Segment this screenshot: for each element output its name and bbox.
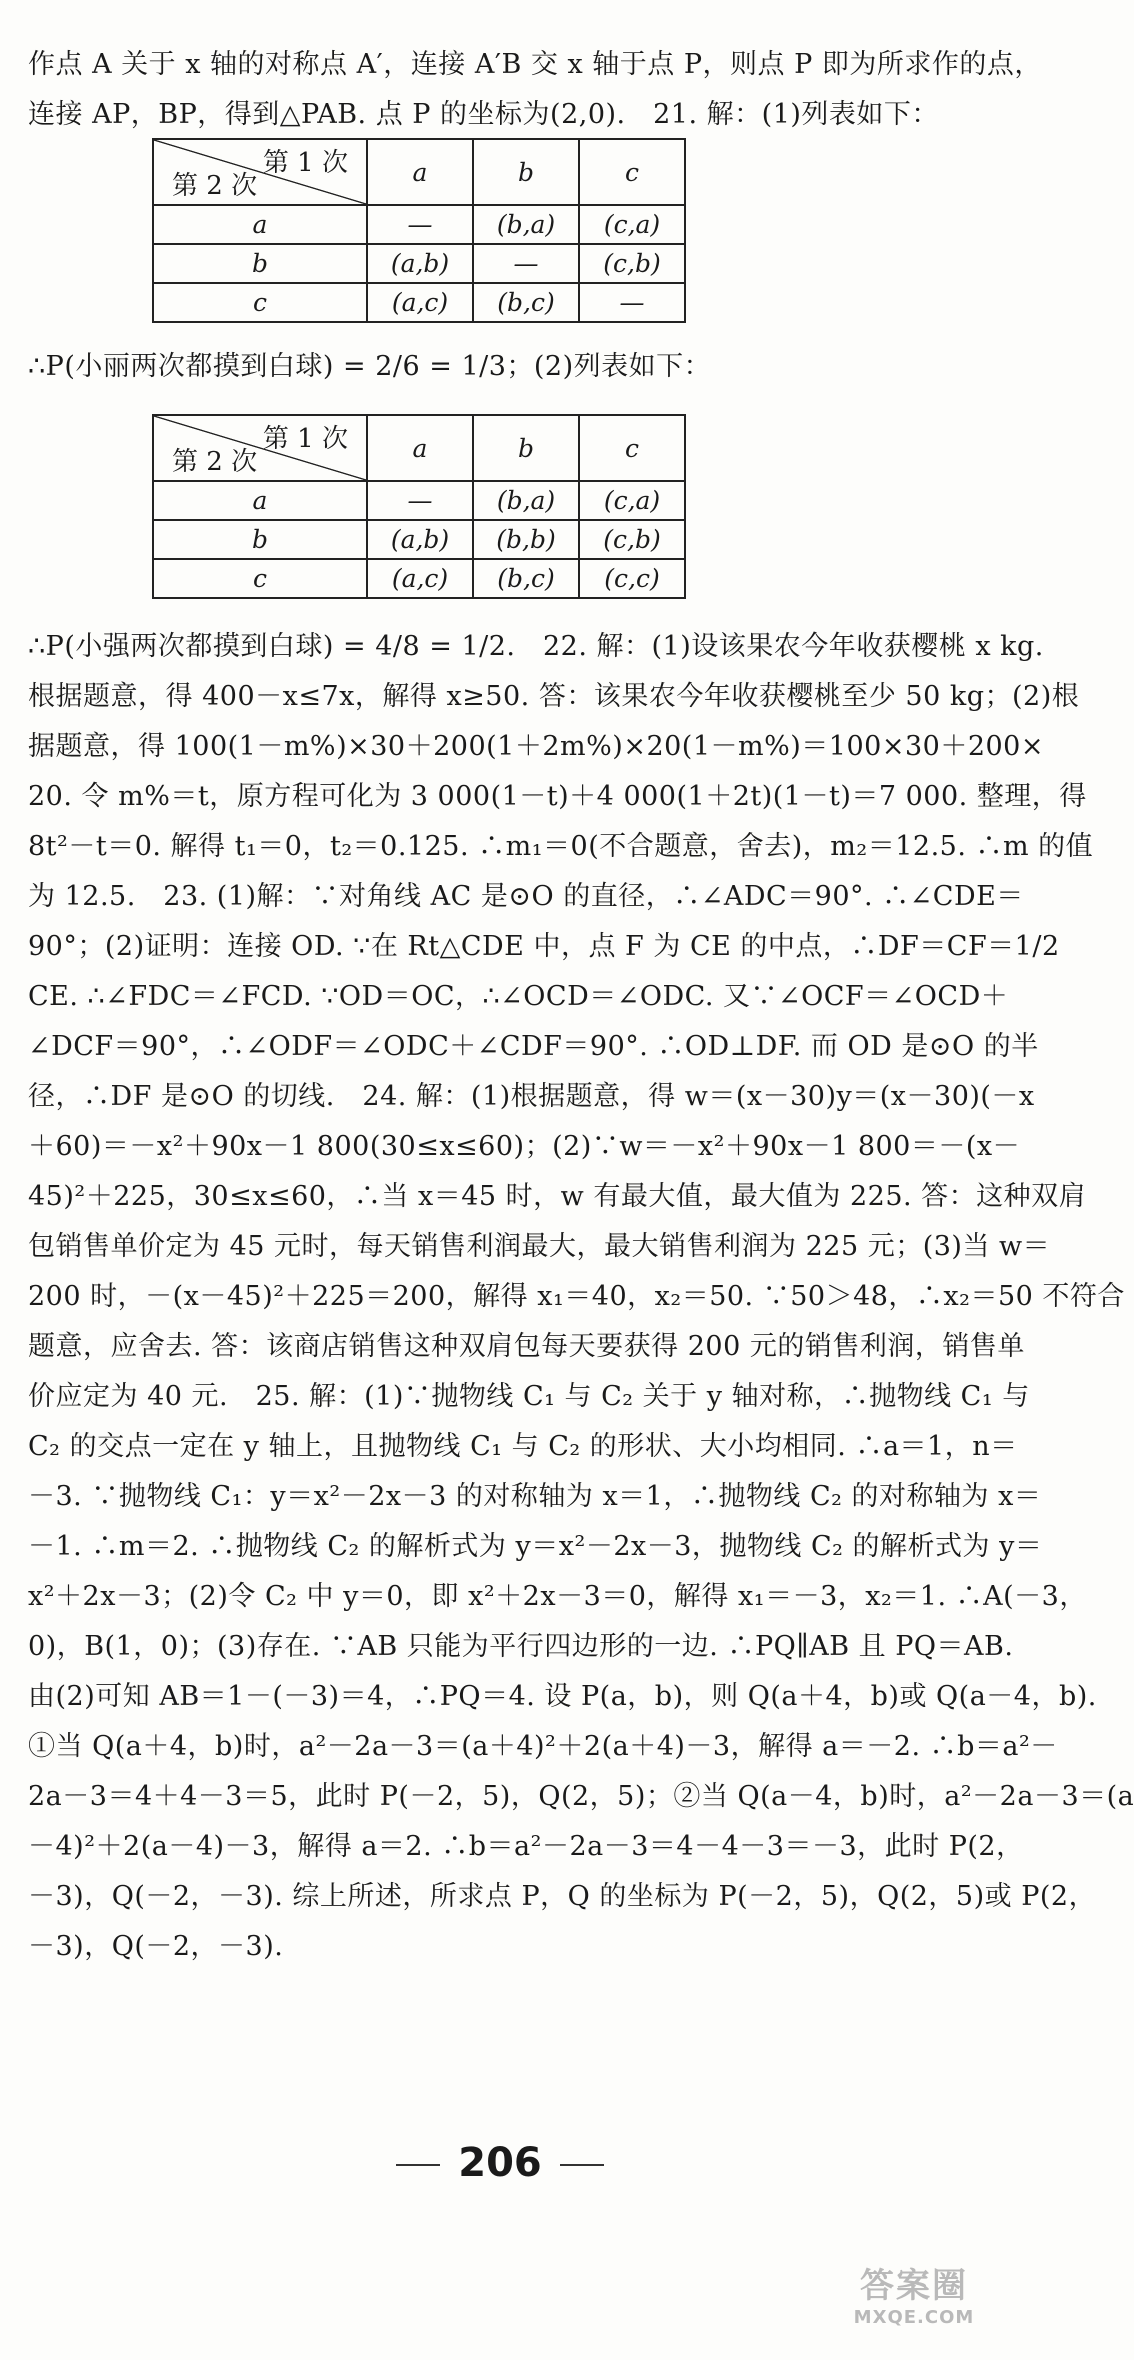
column-header: c [579, 415, 685, 481]
row-header: c [153, 559, 367, 598]
table-cell: (b,c) [473, 559, 579, 598]
column-header: a [367, 139, 473, 205]
text-line: 0)，B(1，0)；(3)存在. ∵AB 只能为平行四边形的一边. ∴PQ∥AB 且 PQ＝AB. [28, 1631, 1014, 1662]
page-number-value: 206 [458, 2140, 542, 2186]
table-1-corner-header [153, 139, 367, 205]
table-cell: (b,b) [473, 520, 579, 559]
table-row [153, 205, 685, 244]
table-cell: (c,b) [579, 244, 685, 283]
header-bottom: 第 2 次 [172, 171, 258, 201]
text-line: 20. 令 m%＝t，原方程可化为 3 000(1－t)＋4 000(1＋2t)(1－t)＝7 000. 整理，得 [28, 781, 1087, 812]
text-line: ∴P(小强两次都摸到白球) = 4/8 = 1/2. 22. 解：(1)设该果农今年收获樱桃 x kg. [28, 631, 1044, 662]
text-line: 据题意，得 100(1－m%)×30＋200(1＋2m%)×20(1－m%)＝100×30＋200× [28, 731, 1044, 762]
row-header: a [153, 205, 367, 244]
table-row [153, 520, 685, 559]
row-header: c [153, 283, 367, 322]
column-header: a [367, 415, 473, 481]
table-cell: — [579, 283, 685, 322]
text-line: 2a－3＝4＋4－3＝5，此时 P(－2，5)，Q(2，5)；②当 Q(a－4，b)时，a²－2a－3＝(a [28, 1781, 1134, 1812]
table-cell: (a,c) [367, 283, 473, 322]
text-block-2 [28, 622, 1134, 1972]
header-top: 第 1 次 [262, 148, 348, 178]
table-1 [152, 138, 686, 323]
table-cell: (a,b) [367, 520, 473, 559]
text-line: 连接 AP，BP，得到△PAB. 点 P 的坐标为(2,0). 21. 解：(1)列表如下： [28, 99, 939, 130]
text-line: ＋60)＝－x²＋90x－1 800(30≤x≤60)；(2)∵w＝－x²＋90x－1 800＝－(x－ [28, 1131, 1021, 1162]
table-cell: (a,c) [367, 559, 473, 598]
text-line: 8t²－t＝0. 解得 t₁＝0，t₂＝0.125. ∴m₁＝0(不合题意，舍去)，m₂＝12.5. ∴m 的值 [28, 831, 1094, 862]
watermark-logo-text: 答案圈 [860, 2266, 968, 2306]
column-header: b [473, 139, 579, 205]
text-line: 90°；(2)证明：连接 OD. ∵在 Rt△CDE 中，点 F 为 CE 的中点，∴DF＝CF＝1/2 [28, 931, 1060, 962]
table-cell: (b,a) [473, 205, 579, 244]
table-row [153, 283, 685, 322]
text-line: 根据题意，得 400－x≤7x，解得 x≥50. 答：该果农今年收获樱桃至少 50 kg；(2)根 [28, 681, 1080, 712]
page-number [0, 2140, 1000, 2186]
table-cell: — [473, 244, 579, 283]
column-header: b [473, 415, 579, 481]
text-block-1 [28, 40, 1042, 140]
text-line: 径，∴DF 是⊙O 的切线. 24. 解：(1)根据题意，得 w＝(x－30)y＝(x－30)(－x [28, 1081, 1035, 1112]
header-bottom: 第 2 次 [172, 447, 258, 477]
text-line: C₂ 的交点一定在 y 轴上，且抛物线 C₁ 与 C₂ 的形状、大小均相同. ∴a＝1，n＝ [28, 1431, 1018, 1462]
text-probability-1 [28, 342, 978, 392]
text-line: 价应定为 40 元. 25. 解：(1)∵抛物线 C₁ 与 C₂ 关于 y 轴对称，∴抛物线 C₁ 与 [28, 1381, 1030, 1412]
text-line: 题意，应舍去. 答：该商店销售这种双肩包每天要获得 200 元的销售利润，销售单 [28, 1331, 1025, 1362]
text-line: ∠DCF＝90°，∴∠ODF＝∠ODC＋∠CDF＝90°. ∴OD⊥DF. 而 OD 是⊙O 的半 [28, 1031, 1039, 1062]
table-cell: (a,b) [367, 244, 473, 283]
text-line: 200 时，－(x－45)²＋225＝200，解得 x₁＝40，x₂＝50. ∵50＞48，∴x₂＝50 不符合 [28, 1281, 1125, 1312]
table-row [153, 559, 685, 598]
header-top: 第 1 次 [262, 424, 348, 454]
text-line: ①当 Q(a＋4，b)时，a²－2a－3＝(a＋4)²＋2(a＋4)－3，解得 a＝－2. ∴b＝a²－ [28, 1731, 1058, 1762]
page-number-dash [396, 2164, 440, 2166]
text-line: 为 12.5. 23. (1)解：∵对角线 AC 是⊙O 的直径，∴∠ADC＝90°. ∴∠CDE＝ [28, 881, 1024, 912]
row-header: a [153, 481, 367, 520]
column-header: c [579, 139, 685, 205]
page-number-dash [560, 2164, 604, 2166]
table-row [153, 481, 685, 520]
table-cell: (c,a) [579, 205, 685, 244]
table-cell: (c,c) [579, 559, 685, 598]
text-line: 包销售单价定为 45 元时，每天销售利润最大，最大销售利润为 225 元；(3)当 w＝ [28, 1231, 1051, 1262]
table-2 [152, 414, 686, 599]
text-line: 作点 A 关于 x 轴的对称点 A′，连接 A′B 交 x 轴于点 P，则点 P 即为所求作的点， [28, 49, 1042, 80]
text-line: ∴P(小丽两次都摸到白球) = 2/6 = 1/3；(2)列表如下： [28, 351, 712, 382]
table-cell: (b,a) [473, 481, 579, 520]
watermark-logo [840, 2258, 988, 2354]
text-line: －3)，Q(－2，－3). 综上所述，所求点 P，Q 的坐标为 P(－2，5)，Q(2，5)或 P(2， [28, 1881, 1097, 1912]
row-header: b [153, 244, 367, 283]
text-line: CE. ∴∠FDC＝∠FCD. ∵OD＝OC，∴∠OCD＝∠ODC. 又∵∠OCF＝∠OCD＋ [28, 981, 1009, 1012]
text-line: x²＋2x－3；(2)令 C₂ 中 y＝0，即 x²＋2x－3＝0，解得 x₁＝－3，x₂＝1. ∴A(－3， [28, 1581, 1087, 1612]
table-row [153, 244, 685, 283]
text-line: －3. ∵抛物线 C₁：y＝x²－2x－3 的对称轴为 x＝1，∴抛物线 C₂ 的对称轴为 x＝ [28, 1481, 1042, 1512]
text-line: 45)²＋225，30≤x≤60，∴当 x＝45 时，w 有最大值，最大值为 225. 答：这种双肩 [28, 1181, 1087, 1212]
table-cell: (b,c) [473, 283, 579, 322]
text-line: －4)²＋2(a－4)－3，解得 a＝2. ∴b＝a²－2a－3＝4－4－3＝－3，此时 P(2， [28, 1831, 1024, 1862]
table-cell: (c,b) [579, 520, 685, 559]
text-line: －3)，Q(－2，－3). [28, 1931, 284, 1962]
text-line: －1. ∴m＝2. ∴抛物线 C₂ 的解析式为 y＝x²－2x－3，抛物线 C₂ 的解析式为 y＝ [28, 1531, 1043, 1562]
table-cell: (c,a) [579, 481, 685, 520]
text-line: 由(2)可知 AB＝1－(－3)＝4，∴PQ＝4. 设 P(a，b)，则 Q(a＋4，b)或 Q(a－4，b). [28, 1681, 1097, 1712]
table-2-corner-header [153, 415, 367, 481]
table-cell: — [367, 481, 473, 520]
row-header: b [153, 520, 367, 559]
table-cell: — [367, 205, 473, 244]
watermark-domain: MXQE.COM [853, 2307, 975, 2328]
